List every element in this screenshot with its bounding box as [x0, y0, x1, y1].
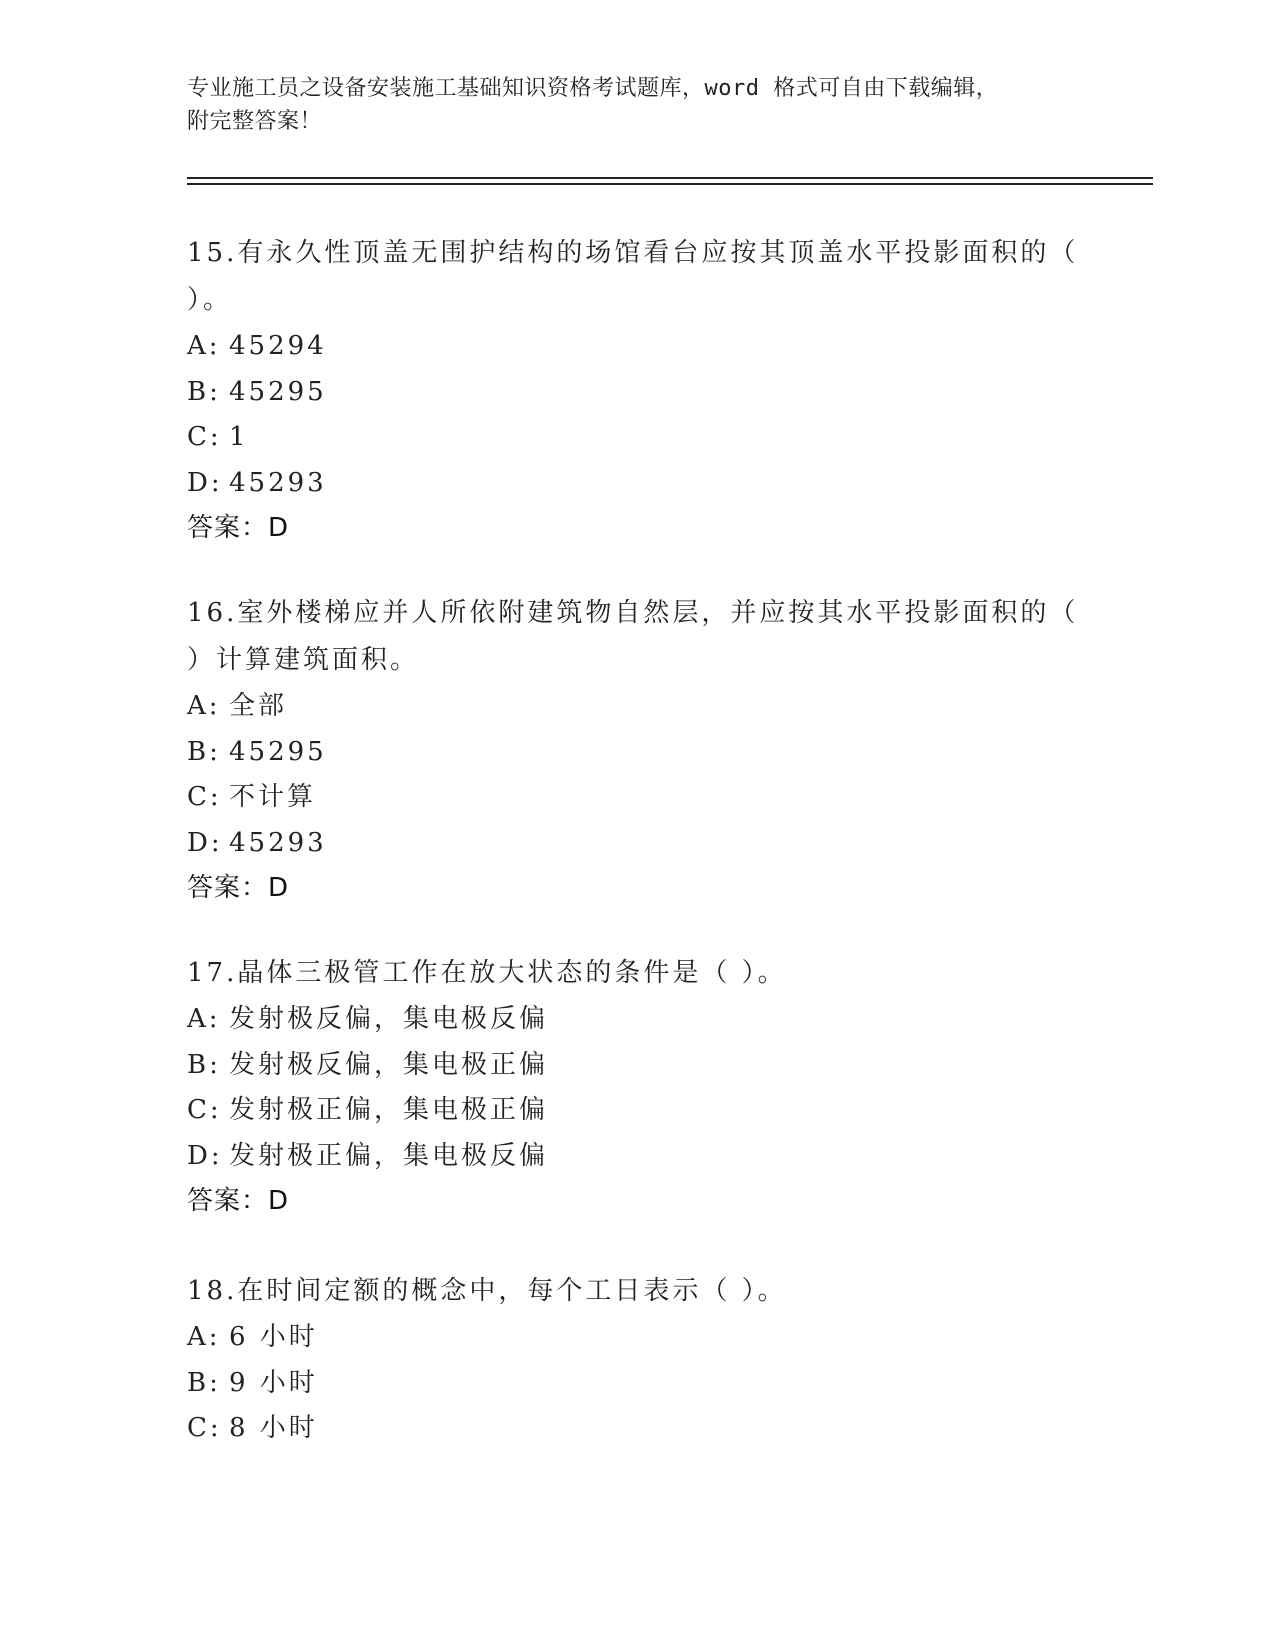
question-17 [187, 950, 1087, 1224]
question-stem-line: 15.有永久性顶盖无围护结构的场馆看台应按其顶盖水平投影面积的（ [187, 238, 1079, 268]
option-text: 45295 [229, 736, 327, 767]
option-d [187, 461, 1087, 507]
option-c [187, 1406, 1087, 1452]
option-label: C: [187, 422, 222, 452]
option-b [187, 730, 1087, 776]
question-18 [187, 1268, 1087, 1452]
option-text: 全部 [229, 691, 288, 721]
option-text: 不计算 [229, 782, 317, 812]
header-divider-top [187, 177, 1153, 179]
option-label: A: [187, 1322, 221, 1352]
option-text: 发射极反偏，集电极反偏 [229, 1004, 549, 1034]
option-c [187, 415, 1087, 461]
option-label: D: [187, 467, 223, 498]
option-label: B: [187, 736, 221, 767]
option-text: 45293 [229, 827, 327, 858]
question-16 [187, 590, 1087, 911]
option-c [187, 1088, 1087, 1134]
option-label: D: [187, 1140, 223, 1171]
option-text: 发射极正偏，集电极反偏 [229, 1140, 549, 1171]
option-label: D: [187, 827, 223, 858]
option-d [187, 821, 1087, 867]
option-text: 45293 [229, 467, 327, 498]
option-b [187, 1361, 1087, 1407]
option-text: 6 小时 [229, 1322, 318, 1352]
question-stem-line: ）计算建筑面积。 [187, 645, 420, 675]
option-text: 9 小时 [229, 1367, 318, 1398]
option-text: 45295 [229, 376, 327, 407]
question-15 [187, 230, 1087, 551]
question-stem-line: 18.在时间定额的概念中，每个工日表示（ ）。 [187, 1276, 787, 1306]
option-b [187, 1043, 1087, 1089]
option-a [187, 324, 1087, 370]
option-label: A: [187, 331, 221, 361]
question-stem-line: 17.晶体三极管工作在放大状态的条件是（ ）。 [187, 958, 787, 988]
question-stem-line: 16.室外楼梯应并人所依附建筑物自然层，并应按其水平投影面积的（ [187, 598, 1079, 628]
option-label: C: [187, 1095, 222, 1125]
option-text: 8 小时 [229, 1413, 318, 1443]
answer-line: 答案：D [187, 1186, 290, 1216]
option-text: 发射极反偏，集电极正偏 [229, 1049, 549, 1080]
answer-line: 答案：D [187, 873, 290, 903]
option-label: C: [187, 1413, 222, 1443]
option-label: A: [187, 691, 221, 721]
option-text: 45294 [229, 331, 327, 361]
header-divider-bottom [187, 183, 1153, 185]
document-header [187, 72, 1087, 138]
option-d [187, 1134, 1087, 1180]
option-a [187, 997, 1087, 1043]
question-stem-line: ）。 [187, 285, 233, 315]
option-label: B: [187, 1049, 221, 1080]
option-c [187, 775, 1087, 821]
header-line-2: 附完整答案！ [187, 109, 323, 134]
option-label: B: [187, 1367, 221, 1398]
option-text: 发射极正偏，集电极正偏 [229, 1095, 549, 1125]
header-line-1: 专业施工员之设备安装施工基础知识资格考试题库，word 格式可自由下载编辑， [187, 76, 999, 101]
option-label: C: [187, 782, 222, 812]
answer-line: 答案：D [187, 513, 290, 543]
option-label: A: [187, 1004, 221, 1034]
option-text: 1 [229, 422, 249, 452]
option-a [187, 684, 1087, 730]
option-b [187, 370, 1087, 416]
option-label: B: [187, 376, 221, 407]
option-a [187, 1315, 1087, 1361]
